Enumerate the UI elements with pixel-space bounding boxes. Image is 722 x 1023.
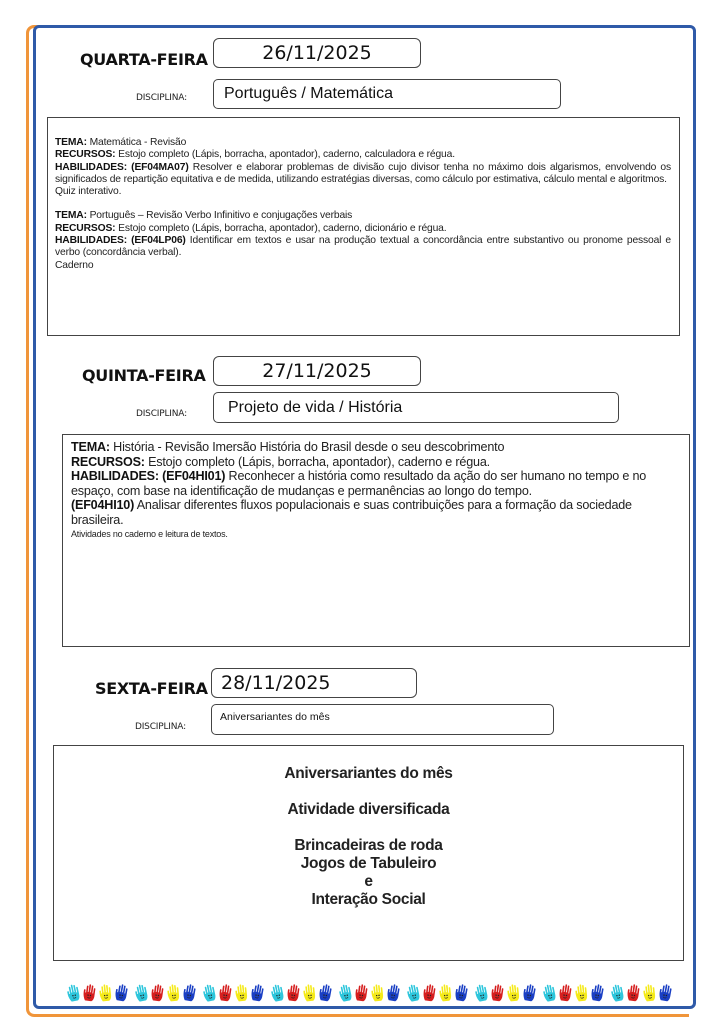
habilidades-code: (EF04MA07) [127, 161, 189, 173]
hand-group-icon [202, 983, 266, 1005]
tema-label: TEMA: [55, 210, 87, 222]
note-text: Atividades no caderno e leitura de textos. [71, 528, 228, 539]
lesson-box-quarta [47, 117, 680, 336]
tema-text: Matemática - Revisão [86, 137, 187, 148]
tema-text: História - Revisão Imersão História do Brasil desde o seu descobrimento [109, 440, 505, 454]
activity-line: Atividade diversificada [287, 801, 450, 818]
friday-activities [54, 765, 683, 909]
note-text: Caderno [55, 259, 94, 271]
recursos-label: RECURSOS: [55, 149, 116, 161]
habilidades-code-2: (EF04HI10) [71, 498, 135, 513]
habilidades-code: (EF04HI01) [158, 469, 226, 484]
recursos-label: RECURSOS: [71, 454, 145, 469]
lesson-box-sexta [53, 745, 684, 961]
habilidades-text: Identificar em textos e usar na produção textual a concordância entre substantivo ou pronome pessoal e verbo (concordância verbal). [55, 235, 671, 259]
disciplina-label-sexta: DISCIPLINA: [135, 722, 186, 732]
habilidades-text-2: Analisar diferentes fluxos populacionais e suas contribuições para a formação da sociedade brasileira. [71, 498, 632, 527]
lesson-box-quinta [62, 434, 690, 647]
date-field-sexta[interactable]: 28/11/2025 [211, 668, 417, 698]
hand-group-icon [134, 983, 198, 1005]
hand-group-icon [610, 983, 674, 1005]
disciplina-field-sexta[interactable]: Aniversariantes do mês [211, 704, 554, 735]
disciplina-label-quarta: DISCIPLINA: [136, 93, 187, 103]
activity-line: e [364, 873, 373, 890]
disciplina-field-quinta[interactable]: Projeto de vida / História [213, 392, 619, 423]
activity-line: Aniversariantes do mês [284, 765, 453, 782]
hands-border-icon [66, 983, 666, 1005]
disciplina-label-quinta: DISCIPLINA: [136, 409, 187, 419]
day-label-quarta: QUARTA-FEIRA [80, 50, 208, 69]
habilidades-code: (EF04LP06) [127, 235, 186, 247]
lesson-block-historia [71, 440, 675, 540]
activity-line: Interação Social [311, 891, 426, 908]
disciplina-field-quarta[interactable]: Português / Matemática [213, 79, 561, 109]
habilidades-label: HABILIDADES: [55, 161, 127, 173]
habilidades-label: HABILIDADES: [71, 469, 159, 484]
hand-group-icon [270, 983, 334, 1005]
recursos-text: Estojo completo (Lápis, borracha, apontador), caderno, dicionário e régua. [115, 222, 447, 234]
hand-group-icon [406, 983, 470, 1005]
day-label-quinta: QUINTA-FEIRA [82, 366, 206, 385]
habilidades-text: Resolver e elaborar problemas de divisão cujo divisor tenha no máximo dois algarismos, envolvendo os significados de repartição equitativa e de medida, utilizando estratégias diversas, como cálculo por estimativa, cálculo mental e algoritmos. [55, 161, 671, 185]
habilidades-label: HABILIDADES: [55, 235, 127, 247]
hand-group-icon [474, 983, 538, 1005]
hand-group-icon [66, 983, 130, 1005]
habilidades-text: Reconhecer a história como resultado da ação do ser humano no tempo e no espaço, com base na identificação de mudanças e permanências ao longo do tempo. [71, 469, 647, 498]
recursos-label: RECURSOS: [55, 222, 116, 234]
lesson-block-matematica [55, 137, 671, 198]
recursos-text: Estojo completo (Lápis, borracha, apontador), caderno, calculadora e régua. [115, 149, 455, 161]
date-field-quarta[interactable]: 26/11/2025 [213, 38, 421, 68]
tema-text: Português – Revisão Verbo Infinitivo e conjugações verbais [86, 210, 353, 222]
tema-label: TEMA: [71, 440, 110, 454]
lesson-block-portugues [55, 210, 671, 271]
note-text: Quiz interativo. [55, 186, 122, 198]
activity-line: Jogos de Tabuleiro [300, 855, 437, 872]
recursos-text: Estojo completo (Lápis, borracha, apontador), caderno e régua. [144, 454, 490, 469]
day-label-sexta: SEXTA-FEIRA [95, 679, 208, 698]
hand-group-icon [542, 983, 606, 1005]
hand-group-icon [338, 983, 402, 1005]
tema-label: TEMA: [55, 137, 87, 148]
date-field-quinta[interactable]: 27/11/2025 [213, 356, 421, 386]
activity-line: Brincadeiras de roda [294, 837, 443, 854]
